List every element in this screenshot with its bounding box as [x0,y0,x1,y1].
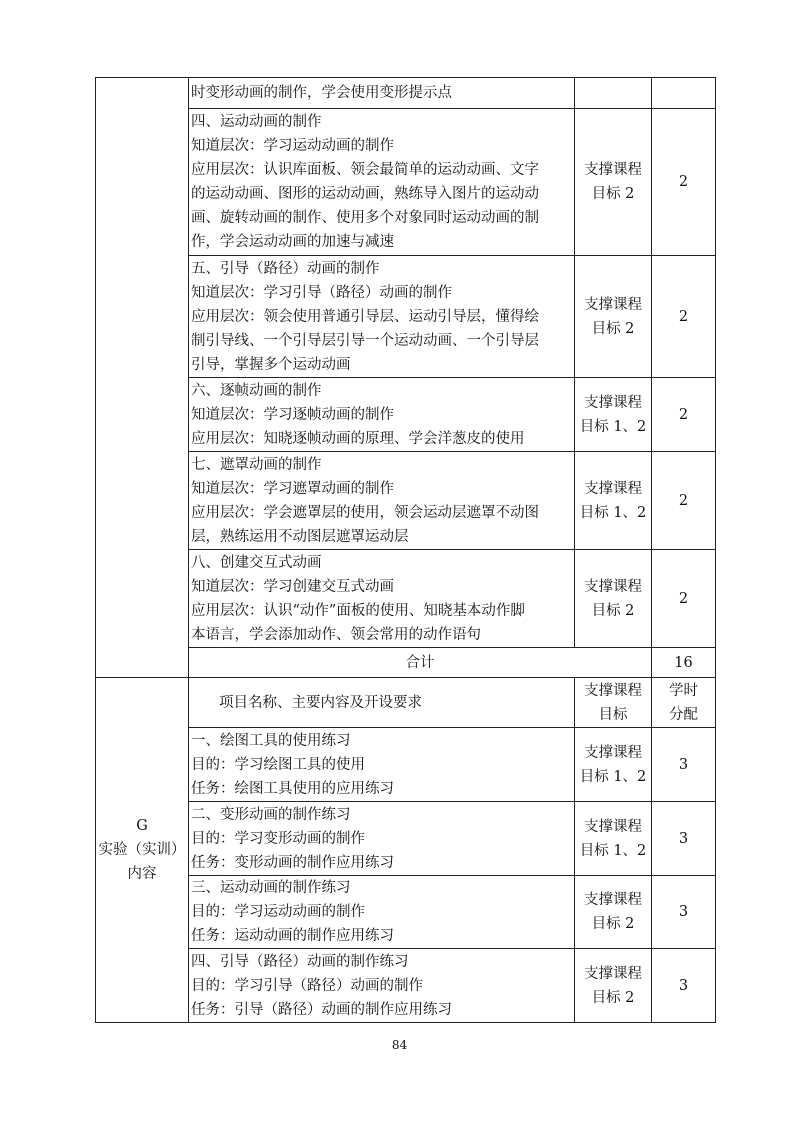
lab-section-label: G 实验（实训） 内容 [96,678,189,1023]
total-value: 16 [652,648,716,678]
hours-cell: 2 [652,452,716,550]
hours-cell: 3 [652,802,716,876]
hours-cell: 3 [652,728,716,802]
total-label: 合计 [189,648,652,678]
support-cell: 支撑课程 目标 1、2 [575,378,652,452]
support-cell: 支撑课程 目标 2 [575,256,652,378]
hours-cell: 2 [652,550,716,648]
content-cell: 一、绘图工具的使用练习 目的：学习绘图工具的使用 任务：绘图工具使用的应用练习 [189,728,575,802]
lab-header-hours: 学时 分配 [652,678,716,728]
hours-cell: 2 [652,256,716,378]
hours-cell: 2 [652,109,716,256]
support-cell: 支撑课程 目标 2 [575,876,652,949]
content-cell: 时变形动画的制作，学会使用变形提示点 [189,78,575,109]
syllabus-table [95,77,716,1023]
support-cell: 支撑课程 目标 1、2 [575,728,652,802]
content-cell: 八、创建交互式动画 知道层次：学习创建交互式动画 应用层次：认识“动作”面板的使用、知晓基本动作脚 本语言，学会添加动作、领会常用的动作语句 [189,550,575,648]
support-cell [575,78,652,109]
table-row [96,78,716,109]
content-cell: 七、遮罩动画的制作 知道层次：学习遮罩动画的制作 应用层次：学会遮罩层的使用，领会运动层遮罩不动图 层，熟练运用不动图层遮罩运动层 [189,452,575,550]
content-cell: 二、变形动画的制作练习 目的：学习变形动画的制作 任务：变形动画的制作应用练习 [189,802,575,876]
support-cell: 支撑课程 目标 1、2 [575,452,652,550]
table-row [96,949,716,1023]
content-cell: 六、逐帧动画的制作 知道层次：学习逐帧动画的制作 应用层次：知晓逐帧动画的原理、学会洋葱皮的使用 [189,378,575,452]
hours-cell: 3 [652,876,716,949]
support-cell: 支撑课程 目标 2 [575,949,652,1023]
table-row [96,452,716,550]
support-cell: 支撑课程 目标 2 [575,550,652,648]
hours-cell: 2 [652,378,716,452]
support-cell: 支撑课程 目标 2 [575,109,652,256]
lab-header-row [96,678,716,728]
page-number: 84 [391,1038,408,1052]
content-cell: 四、引导（路径）动画的制作练习 目的：学习引导（路径）动画的制作 任务：引导（路径）动画的制作应用练习 [189,949,575,1023]
table-row [96,550,716,648]
support-cell: 支撑课程 目标 1、2 [575,802,652,876]
hours-cell: 3 [652,949,716,1023]
content-cell: 四、运动动画的制作 知道层次：学习运动动画的制作 应用层次：认识库面板、领会最简单的运动动画、文字 的运动动画、图形的运动动画，熟练导入图片的运动动 画、旋转动画的制作、使用多个对象同时运动动画的制 作，学会运动动画的加速与减速 [189,109,575,256]
table-row [96,256,716,378]
table-row [96,109,716,256]
lab-header-project: 项目名称、主要内容及开设要求 [189,678,575,728]
content-cell: 三、运动动画的制作练习 目的：学习运动动画的制作 任务：运动动画的制作应用练习 [189,876,575,949]
total-row [96,648,716,678]
hours-cell [652,78,716,109]
table-row [96,378,716,452]
table-row [96,728,716,802]
section-label-blank [96,78,189,678]
content-cell: 五、引导（路径）动画的制作 知道层次：学习引导（路径）动画的制作 应用层次：领会使用普通引导层、运动引导层，懂得绘 制引导线、一个引导层引导一个运动动画、一个引导层 引导，掌握多个运动动画 [189,256,575,378]
lab-header-support: 支撑课程 目标 [575,678,652,728]
table-row [96,876,716,949]
table-row [96,802,716,876]
